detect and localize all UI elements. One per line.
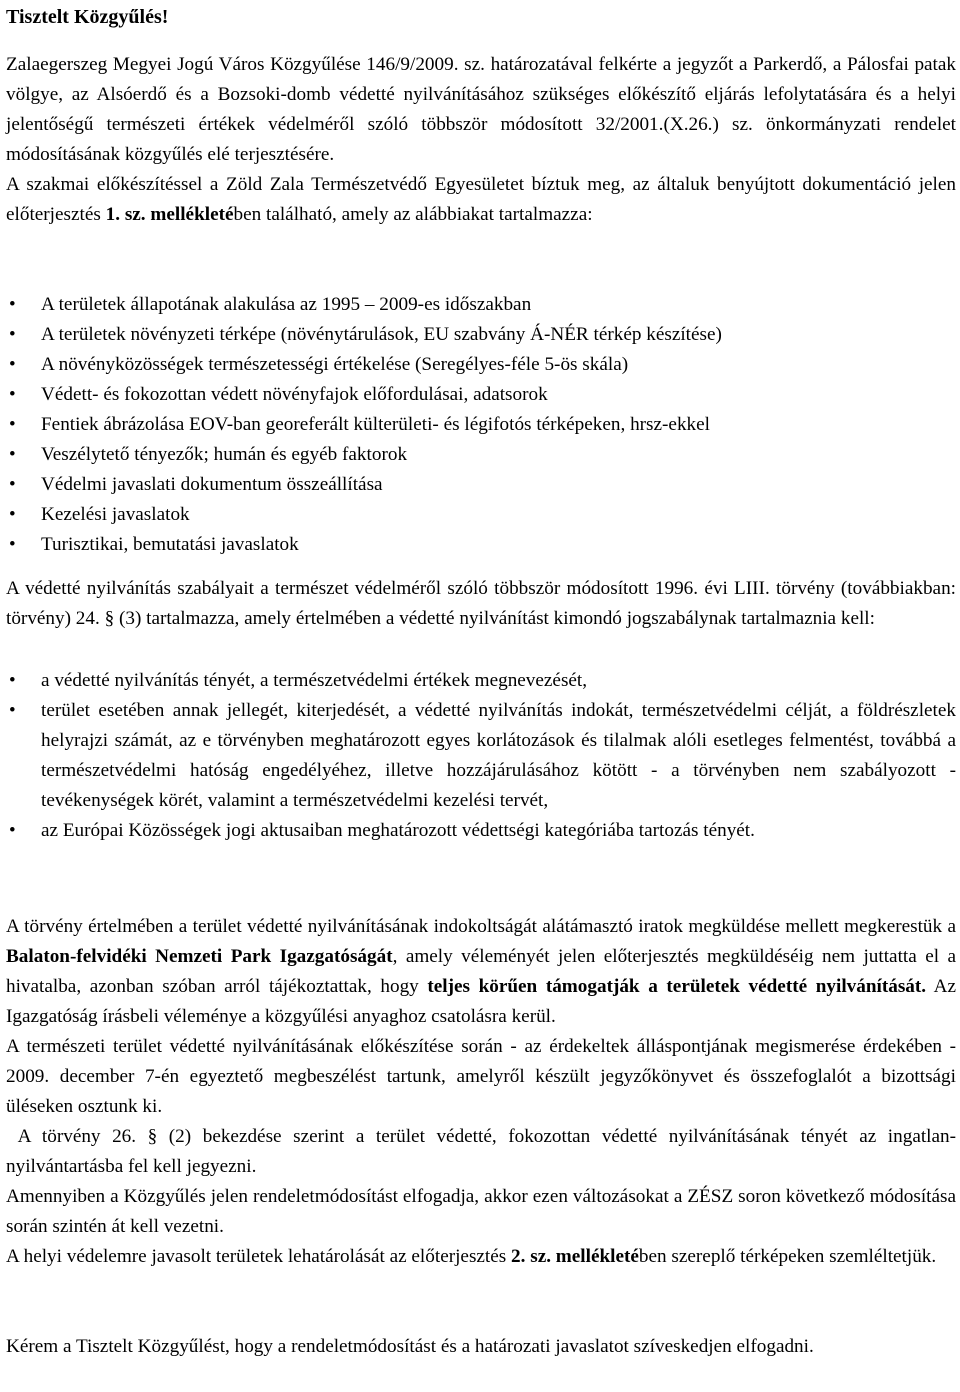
paragraph-national-park-tail: Az Igazgatóság írásbeli véleménye a közgyűlési anyaghoz csatolásra kerül.	[6, 976, 956, 1027]
paragraph-annex-2-text: A helyi védelemre javasolt területek lehatárolását az előterjesztés	[6, 1246, 512, 1267]
list-item: • A területek növényzeti térképe (növénytárulások, EU szabvány Á-NÉR térkép készítése)	[41, 320, 956, 350]
list-item: • Veszélytető tényezők; humán és egyéb faktorok	[41, 440, 956, 470]
paragraph-preparation-tail: ben található, amely az alábbiakat tartalmazza:	[233, 204, 593, 225]
request-block	[6, 1332, 956, 1362]
annex-1-reference: 1. sz. mellékleté	[105, 204, 234, 225]
list-item: • A területek állapotának alakulása az 1995 – 2009-es időszakban	[41, 290, 956, 320]
required-contents-list	[6, 666, 956, 846]
law-block	[6, 574, 956, 634]
list-item: • Kezelési javaslatok	[41, 500, 956, 530]
paragraph-law: A védetté nyilvánítás szabályait a természet védelméről szóló többször módosított 1996. évi LIII. törvény (továbbiakban: törvény) 24. § (3) tartalmazza, amely értelmében a védetté nyilvánítást kimondó jogszabálynak tartalmaznia kell:	[6, 578, 956, 629]
paragraph-national-park-text: A törvény értelmében a terület védetté nyilvánításának indokoltságát alátámasztó iratok megküldése mellett megkerestük a	[6, 916, 956, 937]
intro-block	[6, 50, 956, 230]
paragraph-preparation-text: A szakmai előkészítéssel a Zöld Zala Természetvédő Egyesületet bíztuk meg, az általuk benyújtott dokumentáció jelen előterjesztés	[6, 174, 956, 225]
annex-2-reference: 2. sz. mellékleté	[511, 1246, 639, 1267]
paragraph-annex-2-tail: ben szereplő térképeken szemléltetjük.	[638, 1246, 937, 1267]
paragraph-land-registry: A törvény 26. § (2) bekezdése szerint a terület védetté, fokozottan védetté nyilvánításának tényét az ingatlan-nyilvántartásba fel kell jegyezni.	[6, 1126, 956, 1177]
paragraph-preparation	[6, 170, 956, 230]
paragraph-national-park-middle: , amely véleményét jelen előterjesztés megküldéséig nem juttatta el a hivatalba, azonban szóban arról tájékoztattak, hogy	[6, 946, 956, 997]
paragraph-consultation: A természeti terület védetté nyilvánításának előkészítése során - az érdekeltek álláspontjának megismerése érdekében - 2009. december 7-én egyeztető megbeszélést tartunk, amelyről készült jegyzőkönyvet és összefoglalót a bizottsági üléseken osztunk ki.	[6, 1036, 956, 1117]
list-item: • A növényközösségek természetességi értékelése (Seregélyes-féle 5-ös skála)	[41, 350, 956, 380]
closing-block	[6, 912, 956, 1272]
page-title: Tisztelt Közgyűlés!	[6, 6, 169, 28]
list-item: • a védetté nyilvánítás tényét, a természetvédelmi értékek megnevezését,	[41, 666, 956, 696]
list-item: • Védett- és fokozottan védett növényfajok előfordulásai, adatsorok	[41, 380, 956, 410]
national-park-name: Balaton-felvidéki Nemzeti Park Igazgatóságát	[6, 946, 393, 967]
paragraph-annex-2	[6, 1242, 956, 1272]
list-item: • Turisztikai, bemutatási javaslatok	[41, 530, 956, 560]
paragraph-request-adoption: Kérem a Tisztelt Közgyűlést, hogy a rendeletmódosítást és a határozati javaslatot szíveskedjen elfogadni.	[6, 1336, 814, 1357]
support-statement: teljes körűen támogatják a területek védetté nyilvánítását.	[427, 976, 927, 997]
list-item: • Fentiek ábrázolása EOV-ban georeferált külterületi- és légifotós térképeken, hrsz-ekkel	[41, 410, 956, 440]
list-item: • Védelmi javaslati dokumentum összeállítása	[41, 470, 956, 500]
documentation-contents-list	[6, 290, 956, 560]
paragraph-national-park	[6, 912, 956, 1032]
paragraph-zesz: Amennyiben a Közgyűlés jelen rendeletmódosítást elfogadja, akkor ezen változásokat a ZÉSZ soron következő módosítása során szintén át kell vezetni.	[6, 1186, 956, 1237]
list-item: • terület esetében annak jellegét, kiterjedését, a védetté nyilvánítás indokát, természetvédelmi célját, a földrészletek helyrajzi számát, az e törvényben meghatározott egyes korlátozások és tilalmak alóli esetleges felmentést, továbbá a természetvédelmi hatóság engedélyéhez, illetve hozzájárulásához kötött - a törvényben nem szabályozott - tevékenységek körét, valamint a természetvédelmi kezelési tervét,	[41, 696, 956, 816]
list-item: • az Európai Közösségek jogi aktusaiban meghatározott védettségi kategóriába tartozás tényét.	[41, 816, 956, 846]
paragraph-request: Zalaegerszeg Megyei Jogú Város Közgyűlése 146/9/2009. sz. határozatával felkérte a jegyzőt a Parkerdő, a Pálosfai patak völgye, az Alsóerdő és a Bozsoki-domb védetté nyilvánításához szükséges előkészítő eljárás lefolytatására és a helyi jelentőségű természeti értékek védelméről szóló többször módosított 32/2001.(X.26.) sz. önkormányzati rendelet módosításának közgyűlés elé terjesztésére.	[6, 54, 956, 165]
